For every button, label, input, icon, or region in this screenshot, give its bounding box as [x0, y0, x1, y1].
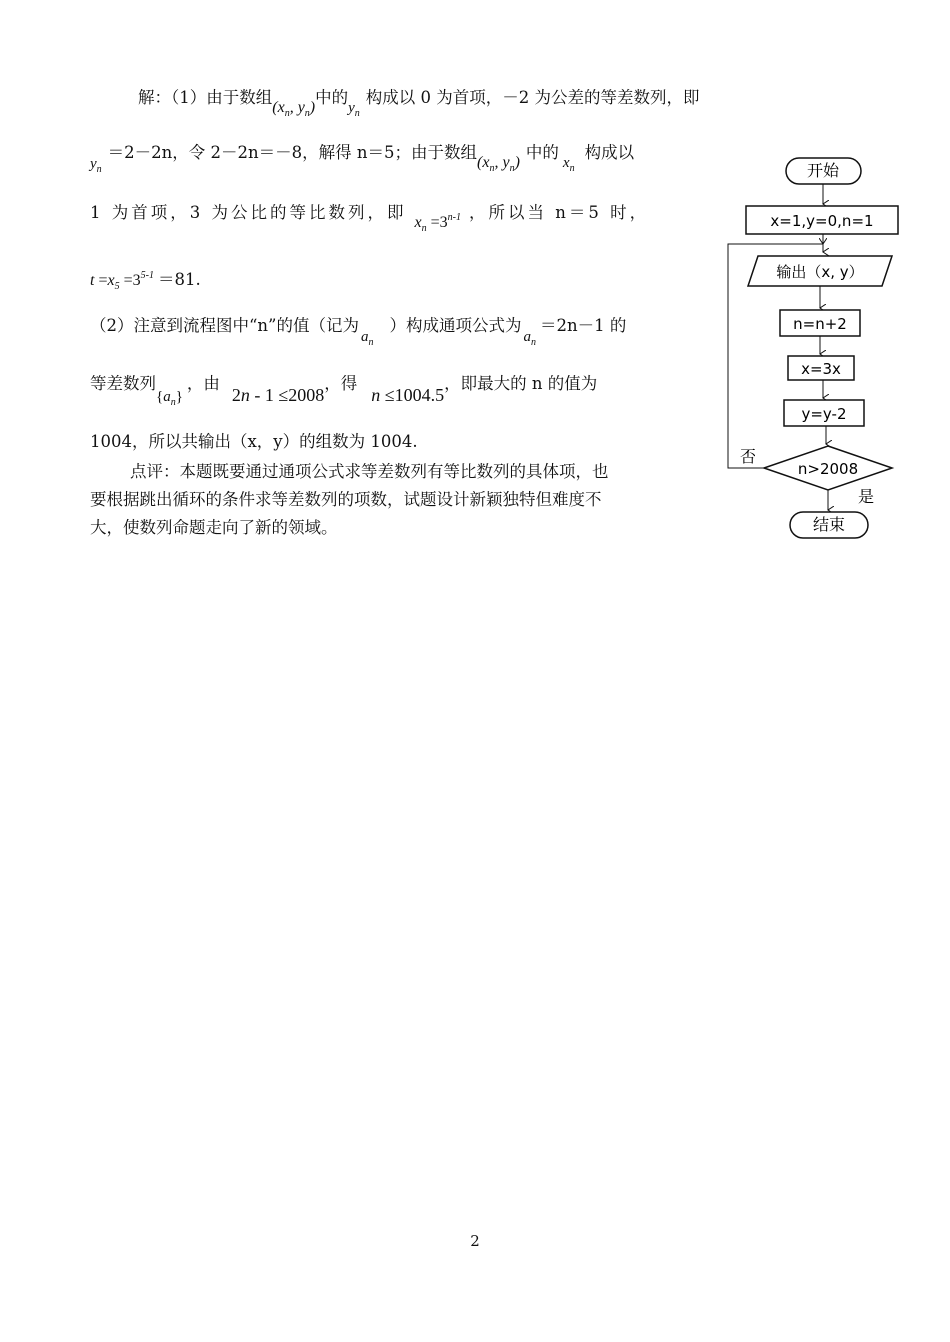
text: 点评：本题既要通过通项公式求等差数列有等比数列的具体项，也 [130, 462, 609, 481]
text: ，所以当 n＝5 时， [468, 203, 650, 222]
init-node [746, 206, 898, 234]
solution-line-6 [90, 374, 598, 408]
step-y-label: y=y-2 [801, 405, 847, 423]
condition-label: n>2008 [797, 460, 859, 478]
text: （2）注意到流程图中“n”的值（记为 [90, 316, 359, 335]
t-formula: $t =x_5 =3^{5-1}$ [90, 270, 154, 292]
condition-node [764, 446, 892, 490]
solution-line-4 [90, 270, 201, 292]
text: 解：（1）由于数组 [138, 88, 273, 107]
step-n-label: n=n+2 [793, 315, 847, 333]
text: ）构成通项公式为 [389, 316, 522, 335]
step-y-node [784, 400, 864, 426]
text: 中的 [315, 88, 349, 107]
yn: $y_n$ [90, 156, 102, 175]
text: 中的 [525, 143, 559, 162]
start-node [786, 158, 861, 184]
init-label: x=1,y=0,n=1 [770, 212, 874, 230]
output-label: 输出（x, y） [776, 263, 864, 281]
solution-line-1 [138, 88, 700, 119]
page-number: 2 [470, 1232, 480, 1250]
text: 等差数列 [90, 374, 156, 393]
start-label: 开始 [806, 161, 840, 180]
comment-line-1 [130, 464, 609, 481]
an: $a_n$ [361, 329, 374, 348]
solution-line-2 [90, 143, 635, 175]
solution-line-7 [90, 434, 418, 451]
pair-xy: ($x_n$, $y_n$) [272, 99, 316, 119]
text: ，由 [186, 374, 220, 393]
inequality-1: 2n - 1 ≤2008 [231, 385, 325, 405]
text: 大，使数列命题走向了新的领域。 [90, 518, 338, 537]
text: ，即最大的 n 的值为 [444, 374, 598, 393]
text: ＝81. [157, 270, 201, 289]
xn-formula: $x_n =3^{n-1}$ [414, 212, 461, 234]
text: ＝2n－1 的 [540, 316, 627, 335]
text: 构成以 [584, 143, 635, 162]
text: 1 为首项，3 为公比的等比数列，即 [90, 203, 407, 222]
flowchart [722, 148, 907, 543]
text: 构成以 0 为首项，－2 为公差的等差数列，即 [365, 88, 700, 107]
text: ＝2－2n，令 2－2n＝－8，解得 n＝5；由于数组 [107, 143, 478, 162]
xn: $x_n$ [562, 155, 575, 174]
pair-xy: ($x_n$, $y_n$) [477, 154, 520, 174]
output-node [748, 256, 892, 286]
no-label: 否 [740, 447, 757, 466]
yn: $y_n$ [348, 100, 360, 119]
text: ，得 [324, 374, 358, 393]
solution-line-5 [90, 316, 627, 348]
step-x-node [788, 356, 854, 380]
yes-label: 是 [858, 487, 875, 506]
step-x-label: x=3x [801, 360, 841, 378]
comment-line-2 [90, 492, 602, 509]
text: 1004，所以共输出（x，y）的组数为 1004. [90, 432, 418, 451]
inequality-2: n ≤1004.5 [371, 385, 445, 405]
end-label: 结束 [812, 515, 846, 534]
set-an: $\{a_n\}$ [156, 389, 183, 408]
step-n-node [780, 310, 860, 336]
solution-line-3 [90, 203, 650, 234]
comment-line-3 [90, 520, 338, 537]
end-node [790, 512, 868, 538]
an: $a_n$ [523, 329, 536, 348]
text: 要根据跳出循环的条件求等差数列的项数，试题设计新颖独特但难度不 [90, 490, 602, 509]
